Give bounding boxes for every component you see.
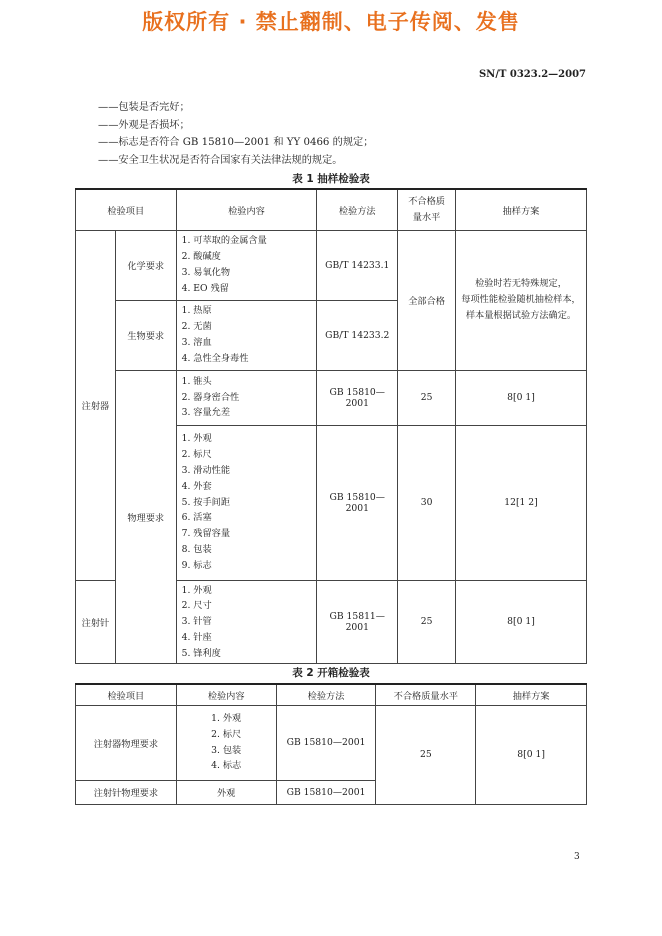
content-line: 3. 针管 — [181, 616, 212, 628]
plan-cell: 8[0 1] — [456, 370, 587, 425]
bullet-list — [98, 99, 373, 169]
header-cell: 抽样方案 — [476, 684, 587, 705]
header-cell: 不合格质量水平 — [398, 189, 456, 230]
aql-cell: 全部合格 — [398, 230, 456, 370]
method-cell: GB/T 14233.2 — [317, 300, 398, 370]
bullet-item: ——包装是否完好； — [98, 102, 190, 113]
content-line: 3. 滑动性能 — [181, 465, 231, 476]
content-cell — [176, 370, 317, 425]
content-line: 4. EO 残留 — [181, 282, 229, 294]
content-line: 1. 外观 — [181, 584, 212, 596]
item-cell: 注射针物理要求 — [76, 780, 177, 804]
table-header-row — [76, 684, 587, 705]
bullet-item: ——安全卫生状况是否符合国家有关法律法规的规定。 — [98, 154, 343, 166]
content-line: 2. 标尺 — [211, 728, 242, 740]
item-cell: 注射器 — [76, 230, 116, 580]
content-line: 3. 溶血 — [181, 337, 212, 348]
bullet-item: ——外观是否损坏； — [98, 119, 190, 131]
method-cell: GB/T 14233.1 — [317, 230, 398, 300]
content-line: 2. 尺寸 — [181, 600, 212, 612]
method-cell: GB 15810—2001 — [276, 705, 376, 780]
method-cell: GB 15810—2001 — [317, 370, 398, 425]
subitem-cell: 物理要求 — [115, 370, 176, 664]
content-cell — [176, 230, 317, 300]
content-line: 1. 锥头 — [181, 375, 212, 387]
method-cell: GB 15810—2001 — [276, 780, 376, 804]
sampling-inspection-table — [75, 188, 587, 664]
plan-line: 每项性能检验随机抽检样本， — [461, 294, 581, 305]
aql-cell: 25 — [376, 705, 476, 804]
subitem-cell: 化学要求 — [115, 230, 176, 300]
content-line: 6. 活塞 — [181, 512, 212, 524]
item-cell: 注射针 — [76, 580, 116, 664]
header-cell: 检验内容 — [176, 189, 317, 230]
method-cell: GB 15811—2001 — [317, 580, 398, 664]
plan-cell: 8[0 1] — [476, 705, 587, 804]
content-line: 4. 外套 — [181, 480, 212, 492]
plan-cell — [456, 230, 587, 370]
header-cell: 检验方法 — [276, 684, 376, 705]
content-line: 4. 急性全身毒性 — [181, 352, 249, 364]
content-cell — [176, 425, 317, 580]
unpacking-inspection-table — [75, 683, 587, 805]
content-line: 4. 标志 — [211, 760, 242, 772]
header-cell: 抽样方案 — [456, 189, 587, 230]
plan-line: 检验时若无特殊规定， — [475, 278, 567, 289]
item-cell: 注射器物理要求 — [76, 705, 177, 780]
content-line: 3. 包装 — [211, 744, 242, 756]
table-row — [76, 230, 587, 300]
content-line: 3. 容量允差 — [181, 407, 231, 419]
table1-caption: 表 1 抽样检验表 — [292, 173, 370, 185]
content-line: 4. 针座 — [181, 631, 212, 643]
watermark: 版权所有 · 禁止翻制、电子传阅、发售 — [142, 10, 520, 34]
subitem-cell: 生物要求 — [115, 300, 176, 370]
content-line: 5. 按手间距 — [181, 496, 231, 508]
header-cell: 检验项目 — [76, 684, 177, 705]
content-cell: 外观 — [176, 780, 276, 804]
content-cell — [176, 705, 276, 780]
header-cell: 检验内容 — [176, 684, 276, 705]
content-line: 7. 残留容量 — [181, 528, 231, 540]
plan-line: 样本量根据试验方法确定。 — [465, 310, 577, 321]
aql-cell: 25 — [398, 580, 456, 664]
content-line: 1. 外观 — [211, 712, 242, 724]
header-cell: 检验项目 — [76, 189, 177, 230]
document-number: SN/T 0323.2—2007 — [478, 69, 586, 80]
content-line: 2. 标尺 — [181, 449, 212, 461]
content-line: 2. 器身密合性 — [181, 391, 240, 403]
aql-cell: 30 — [398, 425, 456, 580]
table-row — [76, 370, 587, 425]
page-number: 3 — [574, 852, 580, 862]
content-line: 1. 可萃取的金属含量 — [181, 235, 267, 247]
content-line: 3. 易氧化物 — [181, 267, 231, 278]
table-header-row — [76, 189, 587, 230]
content-line: 9. 标志 — [181, 559, 212, 571]
table2-caption: 表 2 开箱检验表 — [292, 667, 370, 679]
plan-cell: 8[0 1] — [456, 580, 587, 664]
table-row — [76, 705, 587, 780]
bullet-item: ——标志是否符合 GB 15810—2001 和 YY 0466 的规定； — [98, 137, 374, 148]
content-line: 2. 酸碱度 — [181, 251, 221, 263]
aql-cell: 25 — [398, 370, 456, 425]
method-cell: GB 15810—2001 — [317, 425, 398, 580]
content-line: 5. 锋利度 — [181, 647, 221, 659]
content-line: 8. 包装 — [181, 543, 212, 555]
header-cell: 不合格质量水平 — [376, 684, 476, 705]
content-line: 2. 无菌 — [181, 321, 212, 333]
content-line: 1. 外观 — [181, 433, 212, 445]
header-cell: 检验方法 — [317, 189, 398, 230]
content-cell — [176, 580, 317, 664]
content-line: 1. 热原 — [181, 305, 212, 317]
plan-cell: 12[1 2] — [456, 425, 587, 580]
content-cell — [176, 300, 317, 370]
